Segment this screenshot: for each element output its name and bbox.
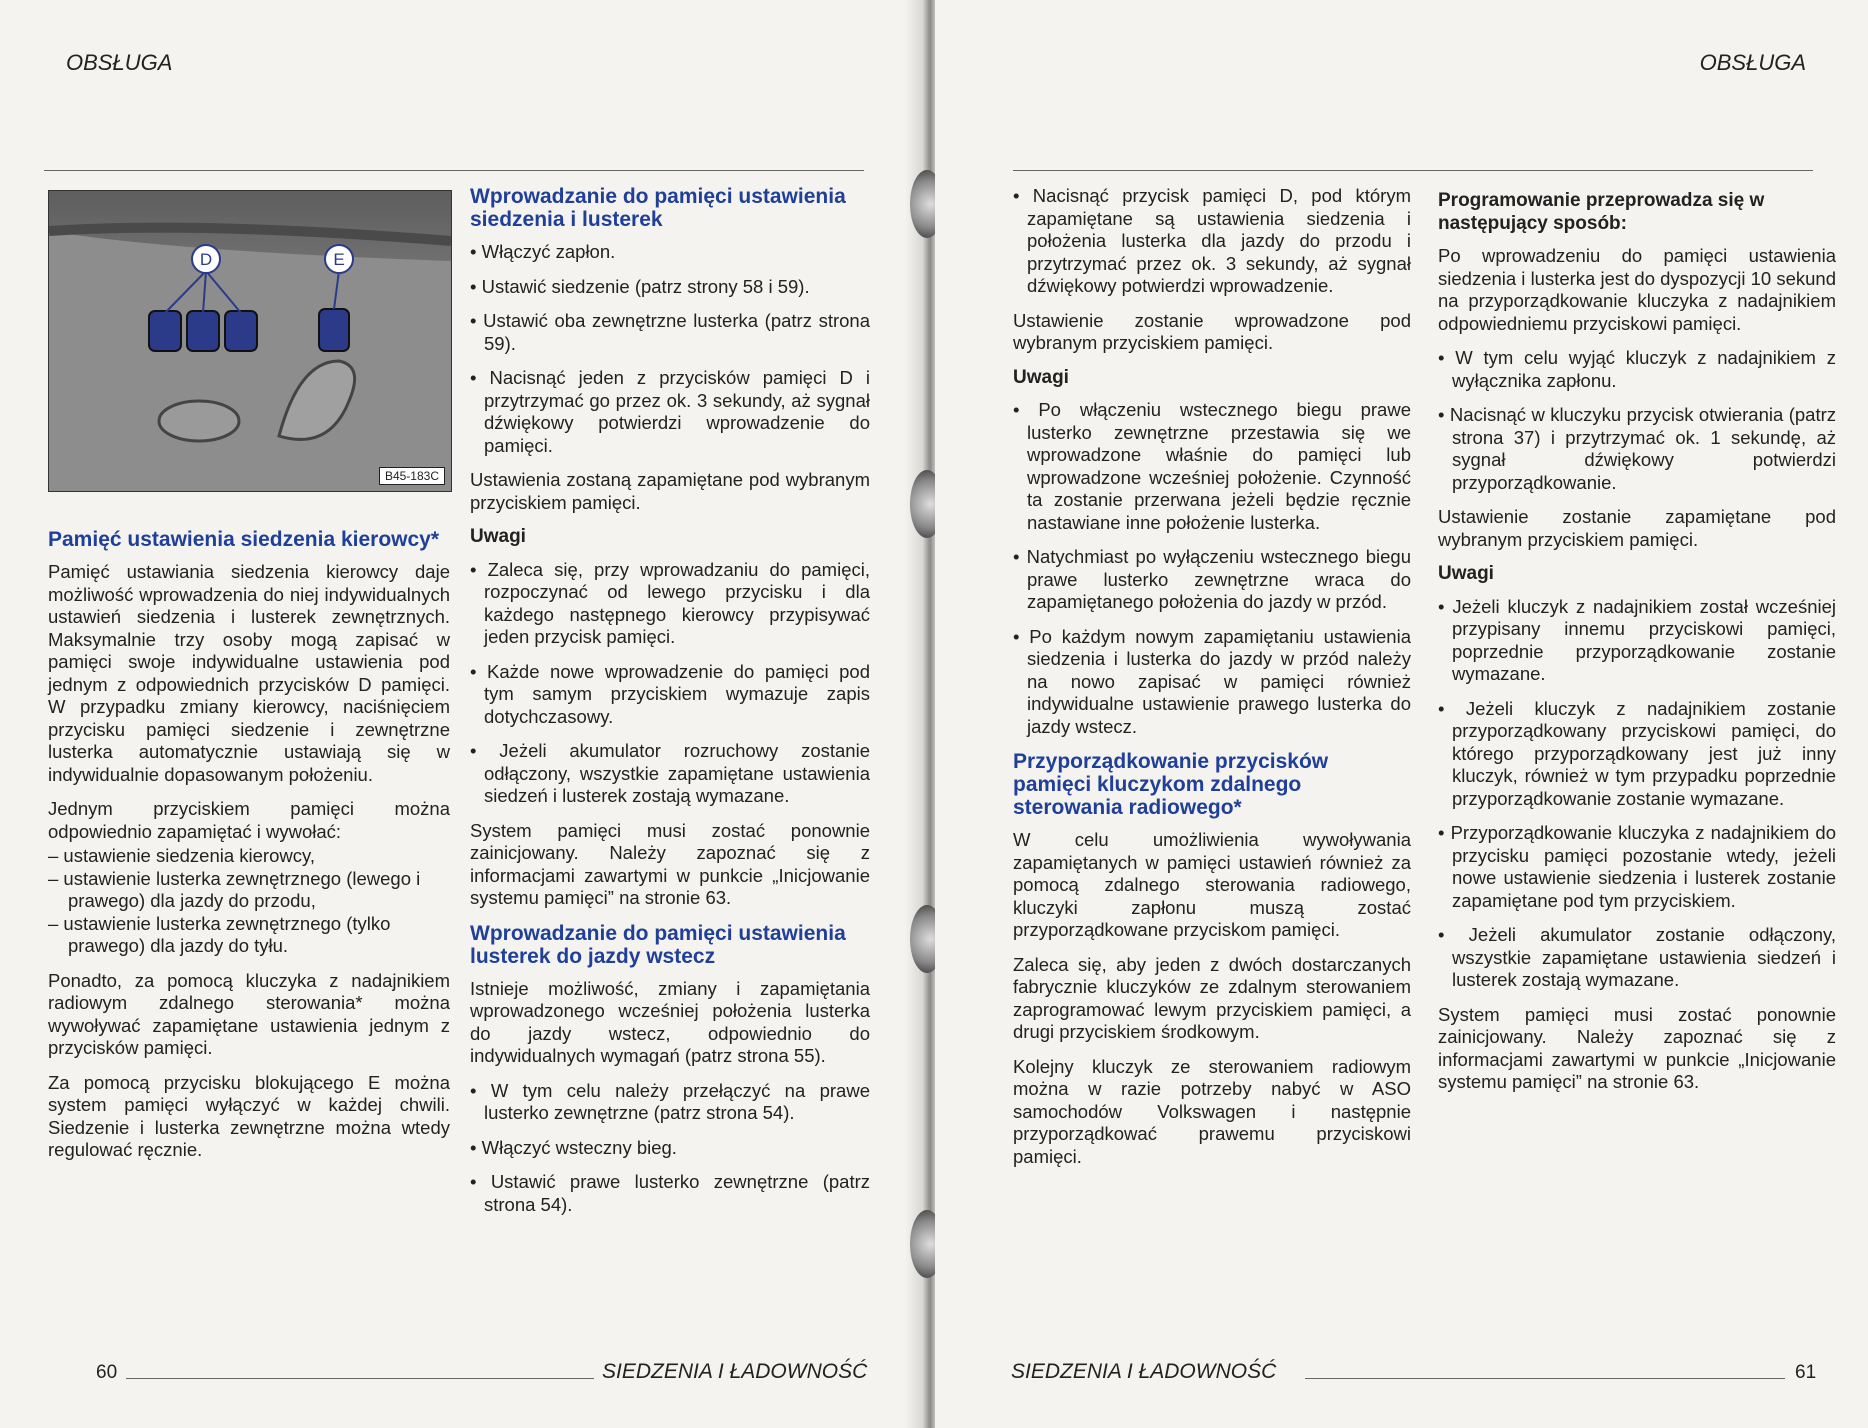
- paragraph: Jednym przyciskiem pamięci można odpowiednio zapamiętać i wywołać:: [48, 798, 450, 842]
- paragraph: Po wprowadzeniu do pamięci ustawienia siedzenia i lusterka jest do dyspozycji 10 sekund na przyporządkowanie kluczyka z nadajnikiem odpowiedniemu przyciskowi pamięci.: [1438, 245, 1836, 334]
- paragraph: Ustawienia zostaną zapamiętane pod wybranym przyciskiem pamięci.: [470, 469, 870, 513]
- right-column-2: [1438, 190, 1836, 1106]
- footer-rule-right: [1305, 1378, 1785, 1379]
- note-item: • Jeżeli kluczyk z nadajnikiem został wcześniej przypisany innemu przyciskowi pamięci, poprzednie przyporządkowanie zostanie wymazane.: [1438, 595, 1836, 684]
- paragraph: W celu umożliwienia wywoływania zapamiętanych w pamięci ustawień również za pomocą zdalnego sterowania radiowego, kluczyki zapłonu muszą zostać przyporządkowane przyciskom pamięci.: [1013, 829, 1411, 940]
- paragraph: System pamięci musi zostać ponownie zainicjowany. Należy zapoznać się z informacjami zawartymi w punkcie „Inicjowanie systemu pamięci” na stronie 63.: [1438, 1003, 1836, 1092]
- running-head-right: OBSŁUGA: [1699, 50, 1806, 75]
- footer-right: SIEDZENIA I ŁADOWNOŚĆ: [1011, 1360, 1277, 1383]
- dash-item: – ustawienie lusterka zewnętrznego (tylko prawego) dla jazdy do tyłu.: [48, 912, 391, 956]
- bullet-item: • Nacisnąć w kluczyku przycisk otwierania (patrz strona 37) i przytrzymać ok. 1 sekundę, aż sygnał dźwiękowy potwierdzi przyporządkowanie.: [1438, 404, 1836, 493]
- left-column-1: [48, 528, 450, 1174]
- page-number-right: 61: [1795, 1362, 1817, 1383]
- paragraph: System pamięci musi zostać ponownie zainicjowany. Należy zapoznać się z informacjami zawartymi w punkcie „Inicjowanie systemu pamięci” na stronie 63.: [470, 819, 870, 908]
- footer-left: SIEDZENIA I ŁADOWNOŚĆ: [602, 1360, 868, 1383]
- bullet-item: • W tym celu wyjąć kluczyk z nadajnikiem z wyłącznika zapłonu.: [1438, 347, 1836, 391]
- bullet-item: • Ustawić oba zewnętrzne lusterka (patrz strona 59).: [470, 310, 870, 354]
- note-item: • Każde nowe wprowadzenie do pamięci pod tym samym przyciskiem wymazuje zapis dotychczasowy.: [470, 660, 870, 727]
- bullet-item: • Włączyć wsteczny bieg.: [470, 1136, 677, 1158]
- top-rule-left: [44, 170, 864, 171]
- left-page: [0, 0, 925, 1428]
- notes-heading: Uwagi: [1013, 366, 1069, 388]
- section-heading: Programowanie przeprowadza się w następujący sposób:: [1438, 190, 1765, 234]
- label-e: E: [333, 250, 345, 269]
- dash-item: – ustawienie lusterka zewnętrznego (lewego i prawego) dla jazdy do przodu,: [48, 867, 421, 911]
- note-item: • Po każdym nowym zapamiętaniu ustawienia siedzenia i lusterka do jazdy w przód należy na nowo zapisać w pamięci również indywidualne ustawienie prawego lusterka do jazdy wstecz.: [1013, 625, 1411, 737]
- note-item: • Przyporządkowanie kluczyka z nadajnikiem do przycisku pamięci pozostanie wtedy, jeżeli nowe ustawienie siedzenia i lusterek zostanie zapamiętane pod tym przyciskiem.: [1438, 822, 1836, 911]
- top-rule-right: [1013, 170, 1813, 171]
- paragraph: Ustawienie zostanie wprowadzone pod wybranym przyciskiem pamięci.: [1013, 309, 1411, 353]
- note-item: • Po włączeniu wstecznego biegu prawe lusterko zewnętrzne przestawia się we wprowadzone właśnie do pamięci lub wprowadzone wcześniej położenie. Czynność ta zostanie przerwana jeżeli będzie ręcznie nastawiane inne położenie lusterka.: [1013, 399, 1411, 533]
- note-item: • Zaleca się, przy wprowadzaniu do pamięci, rozpoczynać od lewego przycisku i dla każdego następnego kierowcy przypisywać jeden przycisk pamięci.: [470, 558, 870, 647]
- paragraph: Istnieje możliwość, zmiany i zapamiętania wprowadzonego wcześniej położenia lusterka do jazdy wstecz, odpowiednio do indywidualnych wymagań (patrz strona 55).: [470, 977, 870, 1066]
- section-heading: Wprowadzanie do pamięci ustawienia siedzenia i lusterek: [470, 185, 846, 231]
- paragraph: Pamięć ustawiania siedzenia kierowcy daje możliwość wprowadzenia do niej indywidualnych ustawień siedzenia i lusterek zewnętrznych. Maksymalnie trzy osoby mogą zapisać w pamięci swoje indywidualne ustawienia pod jednym z odpowiednich przycisków D pamięci. W przypadku zmiany kierowcy, naciśnięciem przycisku pamięci siedzenie i zewnętrzne lusterka automatycznie ustawiają się w indywidualnie dopasowanym położeniu.: [48, 561, 450, 785]
- bullet-item: • W tym celu należy przełączyć na prawe lusterko zewnętrzne (patrz strona 54).: [470, 1079, 870, 1123]
- bullet-item: • Ustawić siedzenie (patrz strony 58 i 59).: [470, 275, 810, 297]
- paragraph: Za pomocą przycisku blokującego E można system pamięci wyłączyć w każdej chwili. Siedzenie i lusterka zewnętrzne można wtedy regulować ręcznie.: [48, 1071, 450, 1160]
- section-heading: Pamięć ustawienia siedzenia kierowcy*: [48, 528, 440, 551]
- notes-heading: Uwagi: [1438, 563, 1494, 584]
- left-column-2: [470, 185, 870, 1228]
- footer-rule-left: [126, 1378, 594, 1379]
- note-item: • Jeżeli kluczyk z nadajnikiem zostanie przyporządkowany przyciskowi pamięci, do którego przyporządkowany jest już inny kluczyk, również w tym przypadku poprzednie przyporządkowanie zostanie wymazane.: [1438, 697, 1836, 809]
- paragraph: Ponadto, za pomocą kluczyka z nadajnikiem radiowym zdalnego sterowania* można wywoływać zapamiętane ustawienia jednym z przycisków pamięci.: [48, 969, 450, 1058]
- bullet-item: • Ustawić prawe lusterko zewnętrzne (patrz strona 54).: [470, 1171, 870, 1215]
- paragraph: Zaleca się, aby jeden z dwóch dostarczanych fabrycznie kluczyków ze zdalnym sterowaniem zaprogramować lewym przyciskiem pamięci, a drugi przyciskiem środkowym.: [1013, 953, 1411, 1042]
- bullet-item: • Nacisnąć jeden z przycisków pamięci D i przytrzymać go przez ok. 3 sekundy, aż sygnał dźwiękowy potwierdzi wprowadzenie do pamięci.: [470, 367, 870, 456]
- door-panel-illustration: [49, 191, 451, 491]
- memory-buttons-figure: [48, 190, 452, 492]
- section-heading: Przyporządkowanie przycisków pamięci kluczykom zdalnego sterowania radiowego*: [1013, 750, 1329, 819]
- right-page: [935, 0, 1868, 1428]
- note-item: • Jeżeli akumulator rozruchowy zostanie odłączony, wszystkie zapamiętane ustawienia siedzeń i lusterek zostają wymazane.: [470, 740, 870, 806]
- figure-code: B45-183C: [379, 467, 445, 485]
- bullet-item: • Włączyć zapłon.: [470, 241, 616, 262]
- page-number-left: 60: [96, 1362, 118, 1383]
- paragraph: Kolejny kluczyk ze sterowaniem radiowym można w razie potrzeby nabyć w ASO samochodów Volkswagen i następnie przyporządkować prawemu przyciskowi pamięci.: [1013, 1055, 1411, 1167]
- dash-item: – ustawienie siedzenia kierowcy,: [48, 845, 316, 866]
- bullet-item: • Nacisnąć przycisk pamięci D, pod którym zapamiętane są ustawienia siedzenia i położenia lusterka dla jazdy do przodu i przytrzymać przez ok. 3 sekundy, aż sygnał dźwiękowy potwierdzi wprowadzenie.: [1013, 185, 1411, 296]
- note-item: • Jeżeli akumulator zostanie odłączony, wszystkie zapamiętane ustawienia siedzeń i lusterek zostają wymazane.: [1438, 924, 1836, 990]
- label-d: D: [199, 250, 213, 269]
- notes-heading: Uwagi: [470, 526, 526, 547]
- note-item: • Natychmiast po wyłączeniu wstecznego biegu prawe lusterko zewnętrzne wraca do zapamiętanego położenia do jazdy w przód.: [1013, 546, 1411, 612]
- running-head-left: OBSŁUGA: [66, 50, 173, 75]
- paragraph: Ustawienie zostanie zapamiętane pod wybranym przyciskiem pamięci.: [1438, 506, 1836, 550]
- right-column-1: [1013, 185, 1411, 1180]
- section-heading: Wprowadzanie do pamięci ustawienia lusterek do jazdy wstecz: [470, 921, 846, 968]
